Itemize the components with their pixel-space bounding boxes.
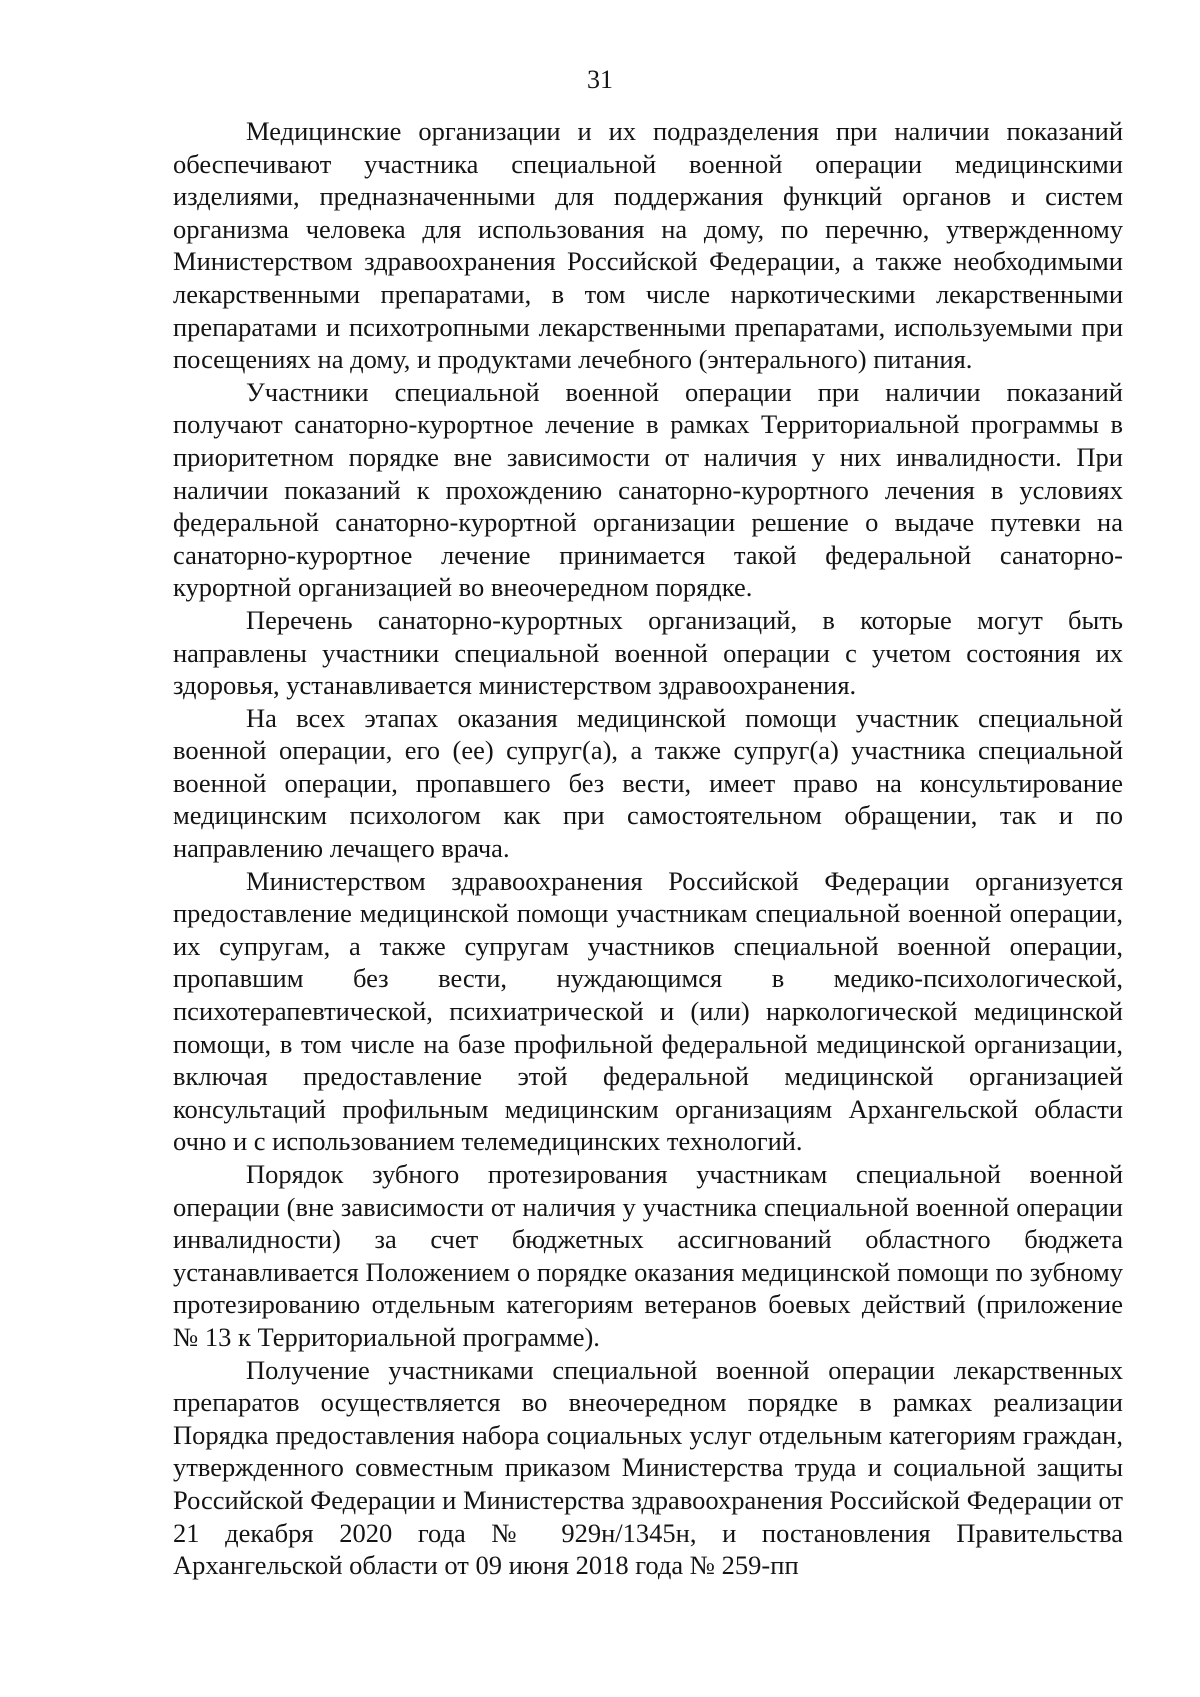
paragraph-medical-devices: Медицинские организации и их подразделения при наличии показаний обеспечивают участника специальной военной операции медицинскими изделиями, предназначенными для поддержания функций органов и систем организма человека для использования на дому, по перечню, утвержденному Министерством здравоохранения Российской Федерации, а также необходимыми лекарственными препаратами, в том числе наркотическими лекарственными препаратами и психотропными лекарственными препаратами, используемыми при посещениях на дому, и продуктами лечебного (энтерального) питания. — [173, 116, 1123, 375]
document-body — [173, 115, 1123, 1582]
paragraph-medicines-provision: Получение участниками специальной военной операции лекарственных препаратов осуществляется во внеочередном порядке в рамках реализации Порядка предоставления набора социальных услуг отдельным категориям граждан, утвержденного совместным приказом Министерства труда и социальной защиты Российской Федерации и Министерства здравоохранения Российской Федерации от 21 декабря 2020 года № 929н/1345н, и постановления Правительства Архангельской области от 09 июня 2018 года № 259-пп — [173, 1354, 1123, 1581]
paragraph-dental-prosthetics: Порядок зубного протезирования участникам специальной военной операции (вне зависимости от наличия у участника специальной военной операции инвалидности) за счет бюджетных ассигнований областного бюджета устанавливается Положением о порядке оказания медицинской помощи по зубному протезированию отдельным категориям ветеранов боевых действий (приложение № 13 к Территориальной программе). — [173, 1159, 1123, 1352]
paragraph-sanatorium-list: Перечень санаторно-курортных организаций, в которые могут быть направлены участники специальной военной операции с учетом состояния их здоровья, устанавливается министерством здравоохранения. — [173, 604, 1123, 701]
paragraph-psychologist-consultation: На всех этапах оказания медицинской помощи участник специальной военной операции, его (ее) супруг(а), а также супруг(а) участника специальной военной операции, пропавшего без вести, имеет право на консультирование медицинским психологом как при самостоятельном обращении, так и по направлению лечащего врача. — [173, 702, 1123, 864]
page-number: 31 — [587, 65, 613, 94]
paragraph-sanatorium-treatment: Участники специальной военной операции при наличии показаний получают санаторно-курортное лечение в рамках Территориальной программы в приоритетном порядке вне зависимости от наличия у них инвалидности. При наличии показаний к прохождению санаторно-курортного лечения в условиях федеральной санаторно-курортной организации решение о выдаче путевки на санаторно-курортное лечение принимается такой федеральной санаторно-курортной организацией во внеочередном порядке. — [173, 376, 1123, 603]
paragraph-ministry-psychological-care: Министерством здравоохранения Российской Федерации организуется предоставление медицинской помощи участникам специальной военной операции, их супругам, а также супругам участников специальной военной операции, пропавшим без вести, нуждающимся в медико-психологической, психотерапевтической, психиатрической и (или) наркологической медицинской помощи, в том числе на базе профильной федеральной медицинской организации, включая предоставление этой федеральной медицинской организацией консультаций профильным медицинским организациям Архангельской области очно и с использованием телемедицинских технологий. — [173, 865, 1123, 1157]
